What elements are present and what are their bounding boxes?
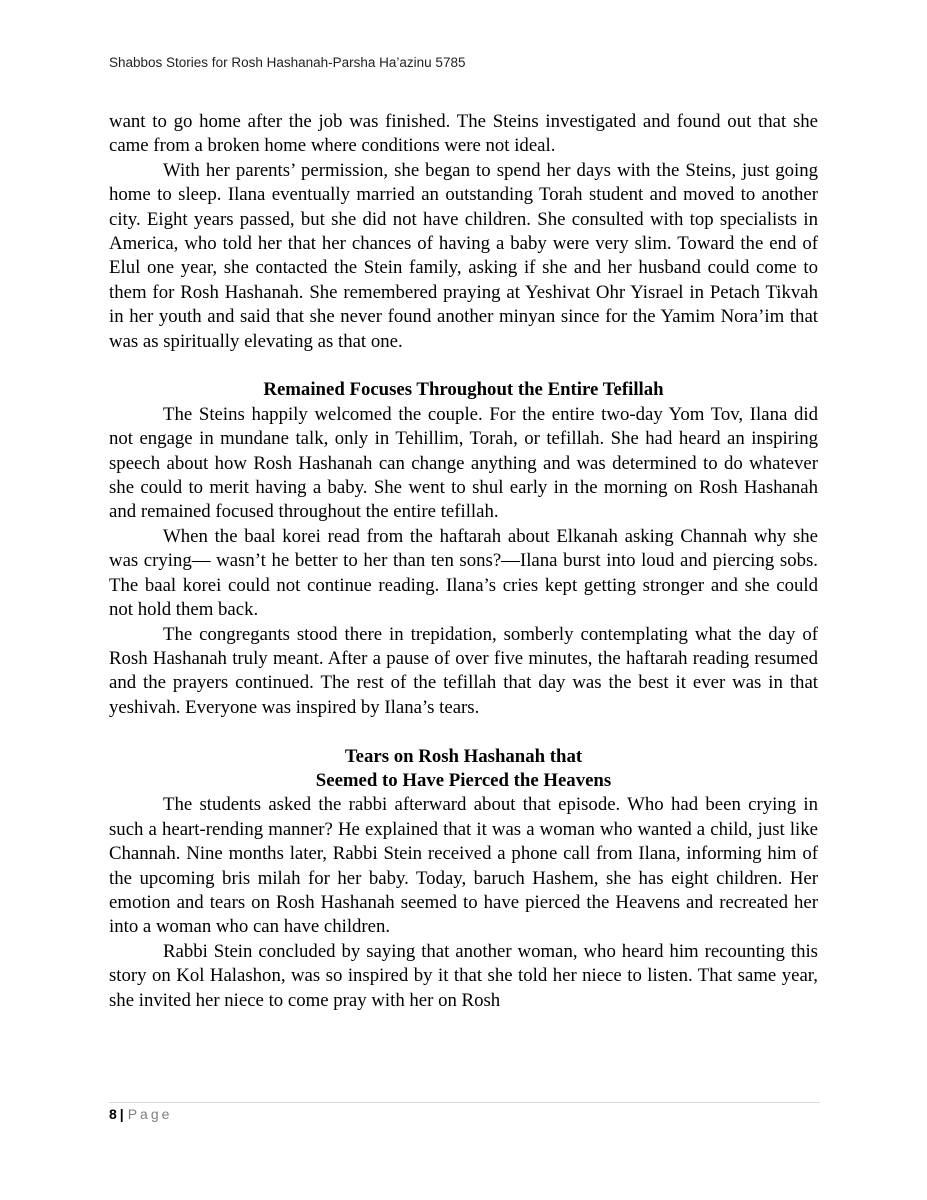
document-body [109, 110, 818, 1013]
paragraph: The Steins happily welcomed the couple. For the entire two-day Yom Tov, Ilana did not engage in mundane talk, only in Tehillim, Torah, or tefillah. She had heard an inspiring speech about how Rosh Hashanah can change anything and was determined to do whatever she could to merit having a baby. She went to shul early in the morning on Rosh Hashanah and remained focused throughout the entire tefillah. [109, 403, 818, 523]
paragraph: want to go home after the job was finished. The Steins investigated and found out that she came from a broken home where conditions were not ideal. [109, 111, 818, 157]
section-heading-line-1: Tears on Rosh Hashanah that [344, 745, 583, 767]
paragraph: The students asked the rabbi afterward about that episode. Who had been crying in such a heart-rending manner? He explained that it was a woman who wanted a child, just like Channah. Nine months later, Rabbi Stein received a phone call from Ilana, informing him of the upcoming bris milah for her baby. Today, baruch Hashem, she has eight children. Her emotion and tears on Rosh Hashanah seemed to have pierced the Heavens and recreated her into a woman who can have children. [109, 794, 818, 938]
paragraph: Rabbi Stein concluded by saying that another woman, who heard him recounting this story on Kol Halashon, was so inspired by it that she told her niece to listen. That same year, she invited her niece to come pray with her on Rosh [109, 940, 818, 1011]
section-heading: Remained Focuses Throughout the Entire Tefillah [263, 379, 664, 401]
page-number: 8 [109, 1106, 117, 1122]
footer-divider [109, 1102, 820, 1103]
paragraph: The congregants stood there in trepidation, somberly contemplating what the day of Rosh Hashanah truly meant. After a pause of over five minutes, the haftarah reading resumed and the prayers continued. The rest of the tefillah that day was the best it ever was in that yeshivah. Everyone was inspired by Ilana’s tears. [109, 623, 818, 718]
paragraph-spacer [109, 354, 818, 378]
paragraph: When the baal korei read from the haftarah about Elkanah asking Channah why she was crying— wasn’t he better to her than ten sons?—Ilana burst into loud and piercing sobs. The baal korei could not continue reading. Ilana’s cries kept getting stronger and she could not hold them back. [109, 525, 818, 621]
page-label: Page [127, 1106, 173, 1122]
paragraph-spacer [109, 720, 818, 744]
section-heading-line-2: Seemed to Have Pierced the Heavens [315, 769, 612, 791]
paragraph: With her parents’ permission, she began to spend her days with the Steins, just going home to sleep. Ilana eventually married an outstanding Torah student and moved to another city. Eight years passed, but she did not have children. She consulted with top specialists in America, who told her that her chances of having a baby were very slim. Toward the end of Elul one year, she contacted the Stein family, asking if she and her husband could come to them for Rosh Hashanah. She remembered praying at Yeshivat Ohr Yisrael in Petach Tikvah in her youth and said that she never found another minyan since for the Yamim Nora’im that was as spiritually elevating as that one. [109, 159, 818, 352]
footer-separator: | [119, 1106, 124, 1122]
page-footer [109, 1106, 172, 1122]
running-header: Shabbos Stories for Rosh Hashanah-Parsha Ha’azinu 5785 [109, 55, 466, 70]
